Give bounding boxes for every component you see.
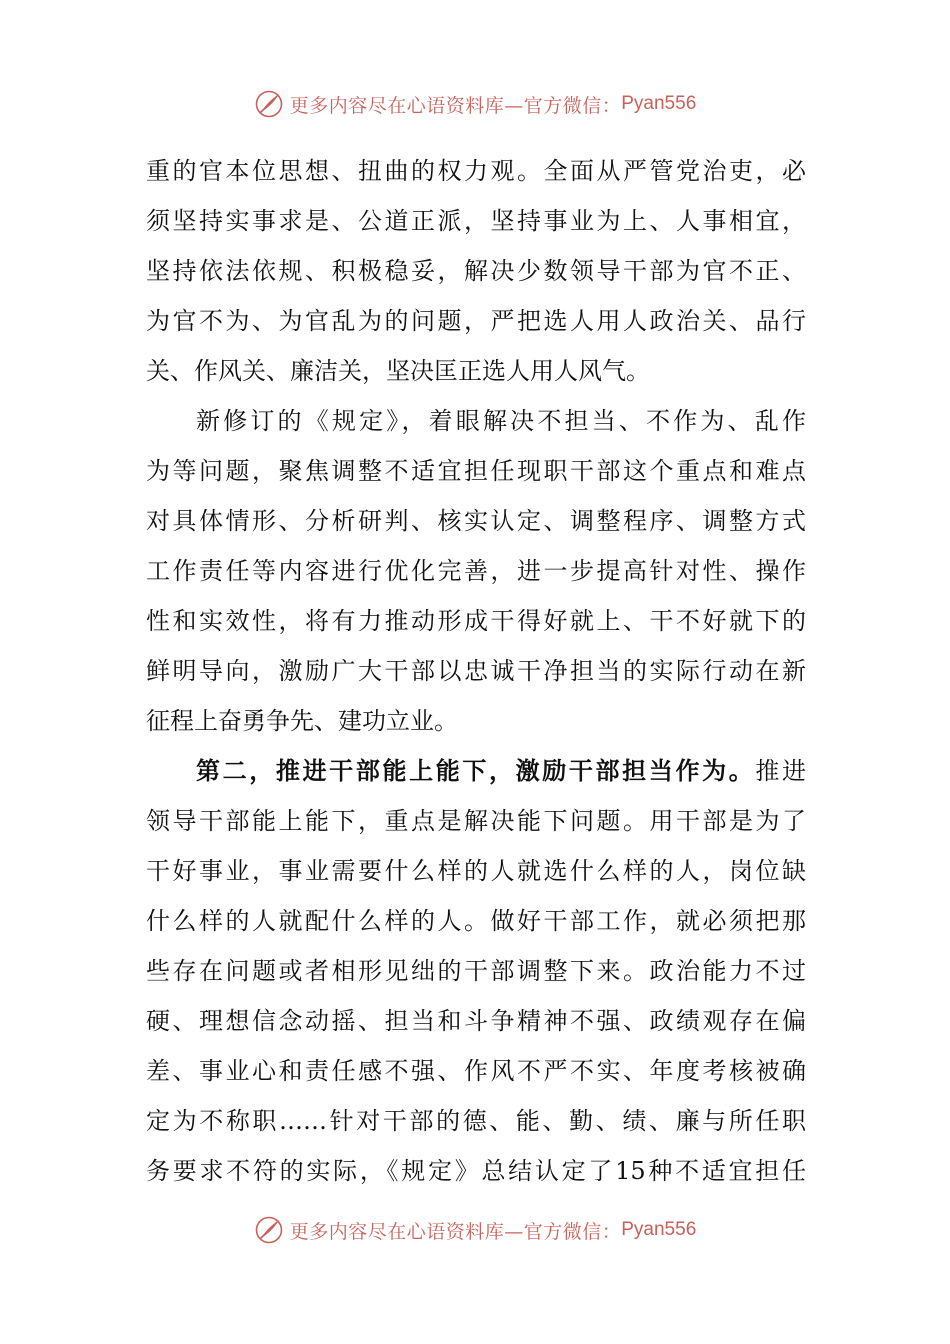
text-line: 鲜明导向，激励广大干部以忠诚干净担当的实际行动在新 [146,657,806,685]
text-line: 关、作风关、廉洁关，坚决匡正选人用人风气。 [146,357,650,385]
footer-banner [0,1210,950,1250]
text-line: 坚持依法依规、积极稳妥，解决少数领导干部为官不正、 [146,257,806,285]
text-line: 征程上奋勇争先、建功立业。 [146,707,458,735]
text-line: 干好事业，事业需要什么样的人就选什么样的人，岗位缺 [146,857,806,885]
quill-logo-icon [254,1215,284,1245]
text-line: 性和实效性，将有力推动形成干得好就上、干不好就下的 [146,607,806,635]
text-line: 些存在问题或者相形见绌的干部调整下来。政治能力不过 [146,957,806,985]
heading-line-rest: 推进 [755,757,807,785]
text-line: 须坚持实事求是、公道正派，坚持事业为上、人事相宜， [146,207,806,235]
text-line: 差、事业心和责任感不强、作风不严不实、年度考核被确 [146,1057,806,1085]
text-line: 定为不称职……针对干部的德、能、勤、绩、廉与所任职 [146,1107,806,1135]
banner-wechat-id: Pyan556 [621,93,697,114]
text-line: 为等问题，聚焦调整不适宜担任现职干部这个重点和难点 [146,457,806,485]
text-line: 对具体情形、分析研判、核实认定、调整程序、调整方式 [146,507,806,535]
banner-wechat-id: Pyan556 [621,1219,697,1240]
section-heading-line [146,746,806,796]
section-heading: 第二，推进干部能上能下，激励干部担当作为。 [196,757,756,785]
quill-logo-icon [254,89,284,119]
text-line: 硬、理想信念动摇、担当和斗争精神不强、政绩观存在偏 [146,1007,806,1035]
banner-text: 更多内容尽在心语资料库—官方微信： [289,1220,622,1243]
text-line: 新修订的《规定》，着眼解决不担当、不作为、乱作 [196,407,806,435]
text-line: 工作责任等内容进行优化完善，进一步提高针对性、操作 [146,557,806,585]
text-line: 领导干部能上能下，重点是解决能下问题。用干部是为了 [146,807,806,835]
document-body [146,146,806,1196]
text-line: 重的官本位思想、扭曲的权力观。全面从严管党治吏，必 [146,157,806,185]
text-line: 为官不为、为官乱为的问题，严把选人用人政治关、品行 [146,307,806,335]
header-banner [0,84,950,124]
banner-text: 更多内容尽在心语资料库—官方微信： [289,94,622,117]
text-line: 务要求不符的实际，《规定》总结认定了15种不适宜担任 [146,1157,806,1185]
text-line: 什么样的人就配什么样的人。做好干部工作，就必须把那 [146,907,806,935]
